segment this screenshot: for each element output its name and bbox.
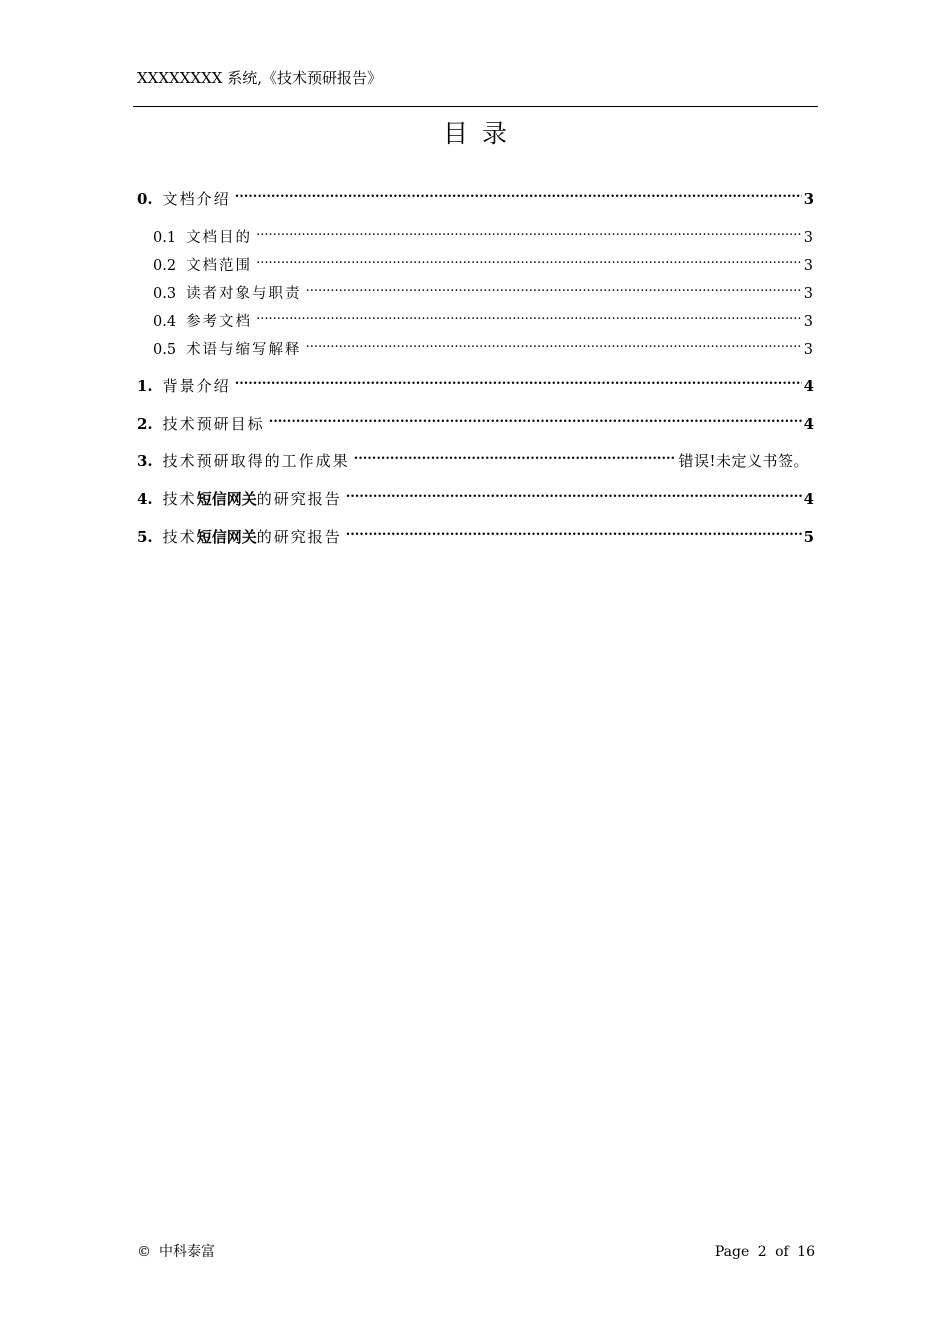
footer-page-total: 16 [797,1244,815,1260]
toc-entry-0-5[interactable] [153,332,813,358]
toc-dot-leader [256,304,802,326]
toc-entry-number: 0.5 [153,342,177,358]
toc-entry-title: 技术预研取得的工作成果 [162,452,350,470]
toc-entry-page: 5 [803,528,814,546]
toc-entry-title: 文档目的 [186,230,253,246]
toc-dot-leader [256,248,802,270]
copyright-icon: © [137,1244,151,1260]
toc-entry-page: 3 [803,190,814,208]
toc-entry-5[interactable] [137,520,814,546]
toc-entry-0-2[interactable] [153,248,813,274]
page-footer-copyright [137,1242,215,1262]
toc-entry-page: 4 [803,415,814,433]
toc-entry-title-prefix: 技术 [162,528,197,546]
toc-entry-number: 5. [137,528,153,546]
toc-dot-leader [306,332,802,354]
toc-entry-page: 3 [803,286,813,302]
footer-company: 中科泰富 [159,1244,215,1260]
toc-entry-number: 0.4 [153,314,177,330]
toc-entry-title: 术语与缩写解释 [186,342,302,358]
toc-entry-title: 参考文档 [186,314,253,330]
toc-dot-leader [306,276,802,298]
toc-entry-page: 3 [803,258,813,274]
toc-dot-leader [269,407,802,429]
toc-entry-title-prefix: 技术 [162,490,197,508]
toc-entry-title: 技术预研目标 [162,415,265,433]
toc-entry-page: 3 [803,342,813,358]
toc-entry-title [163,488,342,510]
toc-entry-number: 2. [137,415,153,433]
toc-heading: 目录 [442,119,521,148]
header-divider [133,106,818,107]
toc-entry-number: 4. [137,490,153,508]
toc-entry-title [163,526,342,548]
toc-entry-title: 文档范围 [186,258,253,274]
toc-entry-title-suffix: 的研究报告 [256,490,342,508]
toc-entry-number: 0.2 [153,258,177,274]
toc-entry-page: 3 [803,230,813,246]
toc-entry-4[interactable] [137,482,814,508]
page-footer-page-number [711,1242,815,1262]
toc-entry-title: 读者对象与职责 [186,286,302,302]
footer-page-current: 2 [757,1244,767,1260]
toc-entry-title-highlight: 短信网关 [196,528,257,546]
toc-dot-leader [256,220,802,242]
toc-entry-2[interactable] [137,407,814,433]
toc-entry-number: 0.1 [153,230,177,246]
toc-dot-leader [346,520,802,542]
footer-page-label: Page [714,1244,750,1260]
toc-entry-page: 4 [803,377,814,395]
toc-dot-leader [346,482,802,504]
toc-entry-title-highlight: 短信网关 [196,490,257,508]
toc-dot-leader [354,444,677,466]
toc-entry-0[interactable] [137,182,814,208]
toc-dot-leader [235,182,802,204]
toc-entry-number: 0. [137,190,153,208]
toc-entry-number: 0.3 [153,286,177,302]
toc-entry-title: 文档介绍 [162,190,231,208]
toc-entry-0-3[interactable] [153,276,813,302]
page-header-title: XXXXXXXX 系统,《技术预研报告》 [137,69,382,87]
toc-entry-page: 4 [803,490,814,508]
toc-entry-3[interactable] [137,444,809,470]
toc-entry-0-1[interactable] [153,220,813,246]
toc-dot-leader [235,369,802,391]
toc-entry-0-4[interactable] [153,304,813,330]
toc-entry-page: 3 [803,314,813,330]
toc-entry-title-suffix: 的研究报告 [256,528,342,546]
toc-entry-page-error: 错误!未定义书签。 [678,452,809,470]
toc-entry-1[interactable] [137,369,814,395]
toc-entry-title: 背景介绍 [162,377,231,395]
toc-entry-number: 1. [137,377,153,395]
toc-entry-number: 3. [137,452,153,470]
footer-page-of: of [775,1244,789,1260]
